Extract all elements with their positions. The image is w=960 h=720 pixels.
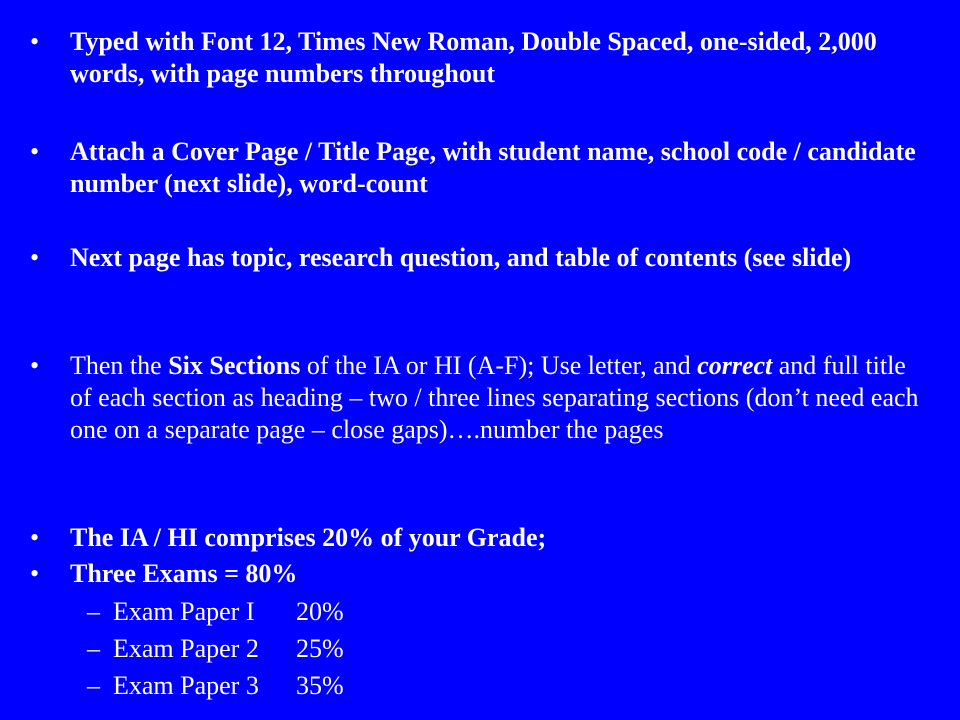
bullet-text: Attach a Cover Page / Title Page, with student name, school code / candidate number (next slide), word-count: [70, 137, 916, 198]
exam-item-2: [0, 633, 960, 667]
dash-marker: –: [87, 671, 100, 700]
text-run-bold: Six Sections: [168, 351, 301, 380]
bullet-text: Three Exams = 80%: [70, 559, 298, 588]
bullet-text: The IA / HI comprises 20% of your Grade;: [70, 523, 547, 552]
exam-weight: 20%: [296, 597, 344, 626]
exam-label: Exam Paper I: [113, 597, 255, 626]
bullet-dot: •: [30, 27, 40, 56]
bullet-text: [70, 350, 930, 446]
bullet-text: Next page has topic, research question, and table of contents (see slide): [70, 243, 852, 272]
dash-marker: –: [87, 634, 100, 663]
bullet-dot: •: [30, 243, 40, 272]
text-run-bold-italic: correct: [697, 351, 773, 380]
text-run: and full title of each section as heading – two / three lines separating sections (don’t need each one on a separate page – close gaps)….number the pages: [70, 351, 919, 444]
text-run: of the IA or HI (A-F); Use letter, and: [300, 351, 698, 380]
bullet-dot: •: [30, 523, 40, 552]
exam-weight: 25%: [296, 634, 344, 663]
exam-weight: 35%: [296, 671, 344, 700]
text-run: Then the: [70, 351, 169, 380]
bullet-dot: •: [30, 559, 40, 588]
bullet-dot: •: [30, 351, 40, 380]
exam-label: Exam Paper 2: [113, 634, 259, 663]
exam-item-3: [0, 670, 960, 704]
bullet-text: Typed with Font 12, Times New Roman, Double Spaced, one-sided, 2,000 words, with page numbers throughout: [70, 27, 877, 88]
exam-label: Exam Paper 3: [113, 671, 259, 700]
exam-item-1: [0, 596, 960, 630]
dash-marker: –: [87, 597, 100, 626]
bullet-dot: •: [30, 137, 40, 166]
